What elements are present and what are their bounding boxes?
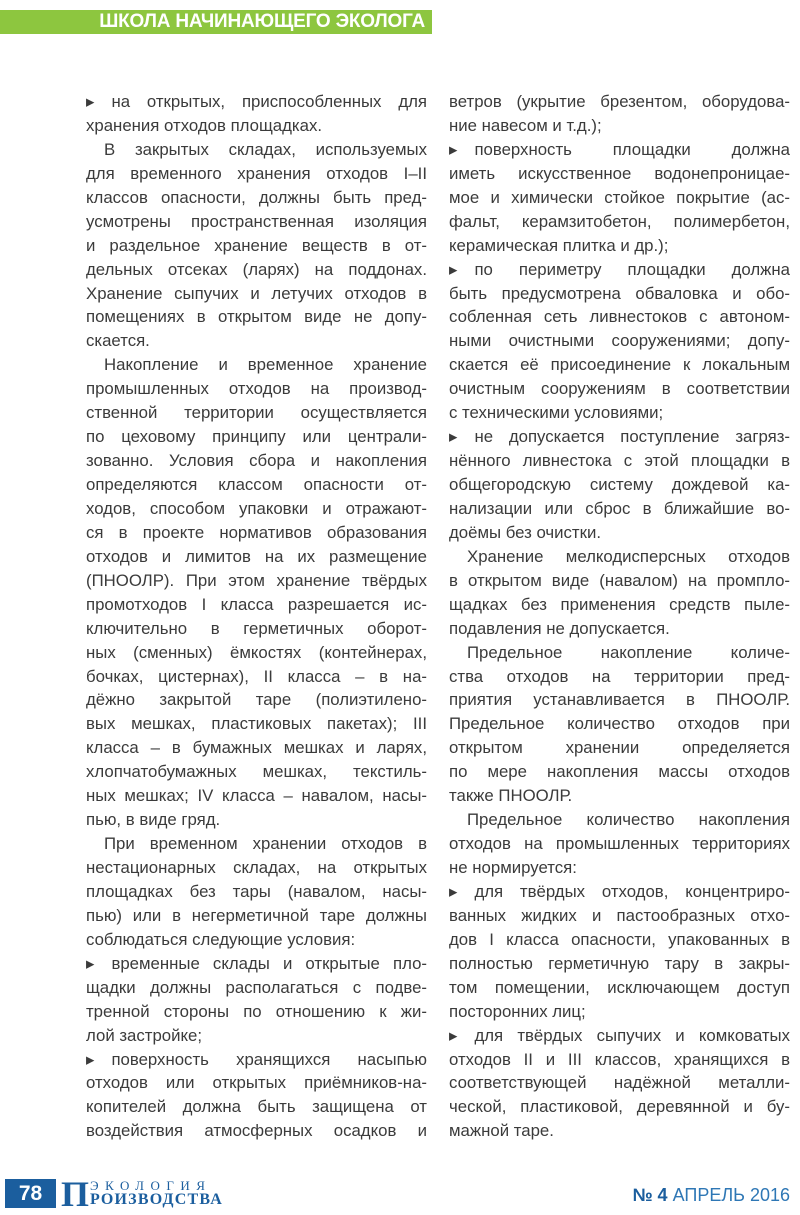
logo-line-production: РОИЗВОДСТВА	[90, 1191, 224, 1208]
page-number-badge	[5, 1179, 56, 1208]
bullet-arrow-icon: ▸	[449, 139, 458, 159]
text-line: Хранение сыпучих и летучих отходов в	[86, 283, 427, 303]
text-line: и раздельное хранение веществ в от-	[86, 235, 427, 255]
text-line: доёмы без очистки.	[449, 522, 601, 542]
text-line: с техническими условиями;	[449, 403, 664, 423]
bullet-paragraph	[86, 90, 427, 138]
text-line: не нормируется:	[449, 858, 577, 877]
text-line: также ПНООЛР.	[449, 786, 573, 806]
text-line: иметь искусственное водонепроницае-	[449, 163, 790, 183]
article-body	[86, 90, 790, 1143]
bullet-arrow-icon: ▸	[86, 953, 95, 973]
text-line: керамическая плитка и др.);	[449, 235, 669, 255]
text-line: ▸ поверхность площадки должна	[449, 139, 790, 159]
text-line: собленная сеть ливнестоков с автоном-	[449, 307, 790, 327]
text-line: ▸ временные склады и открытые пло-	[86, 953, 427, 973]
text-line: нализации или сброс в ближайшие во-	[449, 498, 790, 518]
text-line: пью, в виде гряд.	[86, 810, 221, 830]
text-line: площадках без тары (навалом, насы-	[86, 881, 427, 901]
text-line: для временного хранения отходов I–II	[86, 163, 427, 183]
paragraph	[449, 90, 790, 138]
bullet-paragraph	[449, 880, 790, 1024]
text-line: том помещении, исключающем доступ	[449, 977, 790, 997]
text-line: ▸ для твёрдых сыпучих и комковатых	[449, 1025, 790, 1045]
text-line: класса – в бумажных мешках и ларях,	[86, 738, 427, 758]
text-line: Предельное количество отходов при	[449, 714, 790, 734]
text-line: зованно. Условия сбора и накопления	[86, 451, 427, 471]
text-line: мажной таре.	[449, 1121, 554, 1141]
text-line: нённого ливнестока с этой площадки в	[449, 451, 790, 471]
bullet-paragraph	[449, 258, 790, 426]
text-line: помещениях в открытом виде не допу-	[86, 307, 427, 327]
text-line: пью) или в негерметичной таре должны	[86, 905, 427, 925]
text-line: промотходов I класса разрешается ис-	[86, 594, 427, 614]
bullet-arrow-icon: ▸	[449, 259, 458, 279]
bullet-arrow-icon: ▸	[449, 881, 458, 901]
text-line: по мере накопления массы отходов	[449, 762, 790, 782]
text-line: классов опасности, должны быть пред-	[86, 187, 427, 207]
text-line: ства отходов на территории пред-	[449, 666, 790, 686]
text-line: отходов II и III классов, хранящихся в	[449, 1049, 790, 1069]
section-header-bar	[0, 10, 432, 34]
text-line: ными очистными сооружениями; допу-	[449, 331, 790, 351]
text-line: ческой, пластиковой, деревянной и бу-	[449, 1097, 790, 1117]
text-line: общегородскую систему дождевой ка-	[449, 475, 790, 494]
text-line: ходов, способом упаковки и отражают-	[86, 498, 427, 518]
text-line: лой застройке;	[86, 1025, 203, 1045]
issue-info	[632, 1185, 790, 1206]
text-line: копителей должна быть защищена от	[86, 1097, 427, 1117]
page-number: 78	[18, 1181, 43, 1205]
issue-date-text: АПРЕЛЬ 2016	[672, 1185, 790, 1205]
text-line: мое и химически стойкое покрытие (ас-	[449, 187, 790, 207]
text-line: дельных отсеках (ларях) на поддонах.	[86, 259, 427, 279]
text-line: ние навесом и т.д.);	[449, 115, 602, 135]
paragraph	[449, 808, 790, 880]
text-line: подавления не допускается.	[449, 618, 670, 638]
text-line: приятия устанавливается в ПНООЛР.	[449, 690, 790, 710]
text-line: полностью герметичную тару в закры-	[449, 953, 790, 973]
bullet-arrow-icon: ▸	[86, 1049, 95, 1069]
text-line: ственной территории осуществляется	[86, 403, 427, 423]
paragraph	[449, 641, 790, 809]
text-line: щадки должны располагаться с подве-	[86, 977, 427, 997]
text-line: дёжно закрытой таре (полиэтилено-	[86, 690, 427, 710]
text-line: ▸ не допускается поступление загряз-	[449, 427, 790, 447]
text-line: Предельное количество накопления	[467, 810, 790, 830]
text-line: (ПНООЛР). При этом хранение твёрдых	[86, 570, 427, 590]
text-line: соответствующей надёжной металли-	[449, 1073, 790, 1093]
bullet-paragraph	[86, 1048, 427, 1144]
text-line: ▸ на открытых, приспособленных для	[86, 92, 427, 111]
paragraph	[449, 545, 790, 641]
text-line: воздействия атмосферных осадков и	[86, 1121, 427, 1141]
text-line: ▸ для твёрдых отходов, концентриро-	[449, 881, 790, 901]
text-line: отходов или открытых приёмников-на-	[86, 1073, 427, 1093]
bullet-arrow-icon: ▸	[449, 427, 458, 447]
text-line: в открытом виде (навалом) на промпло-	[449, 570, 790, 590]
text-line: отходов и лимитов на их размещение	[86, 546, 427, 566]
magazine-logo	[61, 1174, 224, 1214]
text-line: хранения отходов площадках.	[86, 115, 322, 135]
text-line: хлопчатобумажных мешках, текстиль-	[86, 762, 427, 782]
text-line: ных (сменных) ёмкостях (контейнерах,	[86, 642, 427, 662]
text-line: щадках без применения средств пыле-	[449, 594, 790, 614]
text-line: дов I класса опасности, упакованных в	[449, 929, 790, 949]
text-line: При временном хранении отходов в	[104, 834, 427, 854]
text-line: открытом хранении определяется	[449, 738, 790, 758]
text-line: В закрытых складах, используемых	[104, 139, 427, 159]
text-line: ных мешках; IV класса – навалом, насы-	[86, 786, 427, 806]
issue-number: № 4	[632, 1185, 668, 1205]
text-line: скается её присоединение к локальным	[449, 355, 790, 375]
text-line: Накопление и временное хранение	[104, 355, 427, 375]
text-line: посторонних лиц;	[449, 1001, 586, 1021]
text-line: ся в проекте нормативов образования	[86, 522, 427, 542]
text-line: ▸ поверхность хранящихся насыпью	[86, 1049, 427, 1069]
text-line: ключительно в герметичных оборот-	[86, 618, 427, 638]
bullet-arrow-icon: ▸	[449, 1025, 458, 1045]
section-title: ШКОЛА НАЧИНАЮЩЕГО ЭКОЛОГА	[99, 11, 425, 32]
text-line: очистным сооружениям в соответствии	[449, 379, 790, 399]
text-line: по цеховому принципу или централи-	[86, 427, 427, 447]
text-line: ванных жидких и пастообразных отхо-	[449, 905, 790, 925]
paragraph	[86, 138, 427, 353]
text-line: скается.	[86, 331, 150, 351]
text-line: определяются классом опасности от-	[86, 475, 427, 494]
logo-wordmark	[90, 1179, 223, 1208]
text-line: бочках, цистернах), II класса – в на-	[86, 666, 427, 686]
logo-line-ecology: ЭКОЛОГИЯ	[90, 1178, 212, 1193]
bullet-paragraph	[86, 952, 427, 1048]
text-line: соблюдаться следующие условия:	[86, 929, 356, 949]
bullet-arrow-icon: ▸	[86, 92, 95, 111]
text-line: Хранение мелкодисперсных отходов	[467, 546, 790, 566]
text-line: тренной стороны по отношению к жи-	[86, 1001, 427, 1021]
text-line: промышленных отходов на производ-	[86, 379, 427, 399]
text-line: отходов на промышленных территориях	[449, 834, 790, 854]
text-line: вых мешках, пластиковых пакетах); III	[86, 714, 427, 734]
text-column-right	[449, 90, 790, 1143]
logo-initial-letter: П	[61, 1174, 90, 1214]
text-line: ▸ по периметру площадки должна	[449, 259, 790, 279]
text-column-left	[86, 90, 427, 1143]
bullet-paragraph	[449, 1024, 790, 1144]
text-line: усмотрены пространственная изоляция	[86, 211, 427, 231]
text-line: фальт, керамзитобетон, полимербетон,	[449, 211, 790, 231]
paragraph	[86, 353, 427, 832]
bullet-paragraph	[449, 425, 790, 545]
text-line: ветров (укрытие брезентом, оборудова-	[449, 92, 790, 111]
text-line: нестационарных складах, на открытых	[86, 858, 427, 877]
text-line: быть предусмотрена обваловка и обо-	[449, 283, 790, 303]
paragraph	[86, 832, 427, 952]
text-line: Предельное накопление количе-	[467, 642, 790, 662]
bullet-paragraph	[449, 138, 790, 258]
